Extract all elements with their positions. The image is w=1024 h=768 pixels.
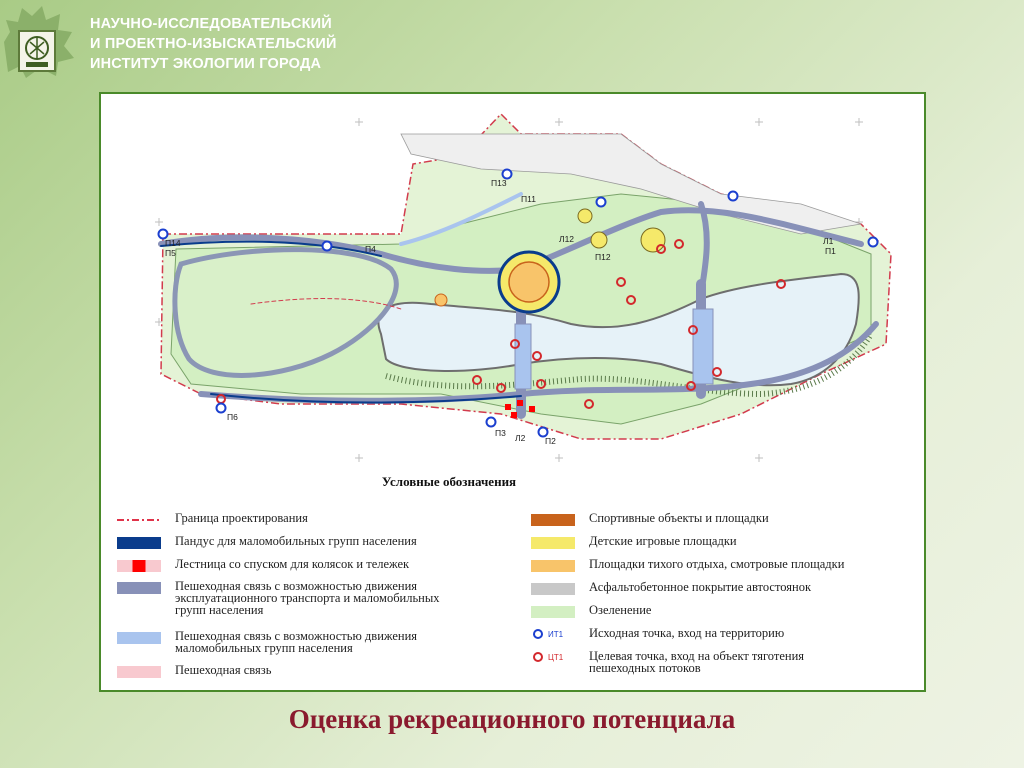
- legend-label: Целевая точка, вход на объект тяготения пешеходных потоков: [589, 649, 805, 675]
- legend-left-item: [117, 630, 417, 654]
- label-p14: П14: [165, 238, 181, 248]
- legend-swatch: [117, 582, 161, 594]
- legend-right-item: [531, 581, 811, 595]
- legend-right-item: [531, 535, 737, 549]
- legend-label: Пешеходная связь с возможностью движения маломобильных групп населения: [175, 629, 418, 655]
- legend-point-icon: [533, 629, 543, 639]
- label-p2: П2: [545, 436, 556, 446]
- legend-left-item: [117, 664, 271, 678]
- legend-right-item: [531, 650, 804, 674]
- legend-label: Пандус для маломобильных групп населения: [175, 534, 417, 548]
- legend-label: Детские игровые площадки: [589, 534, 737, 548]
- legend-point-tag: ИТ1: [548, 629, 564, 639]
- legend-swatch: [117, 519, 161, 521]
- label-p11: П11: [521, 194, 536, 204]
- legend-swatch: [117, 560, 161, 572]
- label-l1: Л1: [823, 236, 834, 246]
- legend-label: Исходная точка, вход на территорию: [589, 626, 785, 640]
- org-line-3: ИНСТИТУТ ЭКОЛОГИИ ГОРОДА: [90, 56, 322, 72]
- legend-swatch: [117, 537, 161, 549]
- legend-label: Площадки тихого отдыха, смотровые площадки: [589, 557, 845, 571]
- legend-swatch: [531, 650, 575, 664]
- legend-swatch: [531, 583, 575, 595]
- label-p6: П6: [227, 412, 238, 422]
- legend-swatch: [117, 632, 161, 644]
- legend-left-item: [117, 535, 417, 549]
- park-plan-map: [101, 94, 924, 466]
- legend-swatch: [531, 627, 575, 641]
- legend-label: Асфальтобетонное покрытие автостоянок: [589, 580, 812, 594]
- legend-label: Спортивные объекты и площадки: [589, 511, 769, 525]
- legend-left-item: [117, 558, 409, 572]
- legend-left-item: [117, 580, 440, 616]
- ramp-bridge-east: [693, 309, 713, 384]
- legend-swatch: [531, 560, 575, 572]
- organization-name: [90, 14, 337, 74]
- legend-left-item: [117, 512, 308, 524]
- legend-point-tag: ЦТ1: [548, 652, 564, 662]
- institute-emblem-icon: [20, 32, 54, 70]
- slide-title: Оценка рекреационного потенциала: [288, 704, 736, 734]
- legend-right-item: [531, 512, 769, 526]
- label-p1: П1: [825, 246, 836, 256]
- legend-point-icon: [533, 652, 543, 662]
- ramp-bridge-center: [515, 324, 531, 389]
- legend-right-item: [531, 604, 651, 618]
- label-l2: Л2: [515, 433, 526, 443]
- park-plan-figure: [99, 92, 926, 692]
- legend-swatch: [531, 537, 575, 549]
- label-p12: П12: [595, 252, 611, 262]
- label-p3: П3: [495, 428, 506, 438]
- label-p4: П4: [365, 244, 376, 254]
- institute-logo: [18, 30, 56, 72]
- legend-swatch: [117, 666, 161, 678]
- legend-swatch: [531, 514, 575, 526]
- label-l12: Л12: [559, 234, 575, 244]
- label-p5: П5: [165, 248, 176, 258]
- legend-label: Озеленение: [589, 603, 652, 617]
- org-line-2: И ПРОЕКТНО-ИЗЫСКАТЕЛЬСКИЙ: [90, 36, 337, 52]
- central-plaza-core: [509, 262, 549, 302]
- legend-right-item: [531, 558, 844, 572]
- org-line-1: НАУЧНО-ИССЛЕДОВАТЕЛЬСКИЙ: [90, 16, 332, 32]
- legend-label: Пешеходная связь: [175, 663, 272, 677]
- legend-label: Лестница со спуском для колясок и тележек: [175, 557, 410, 571]
- legend-right-item: [531, 627, 784, 641]
- legend-label: Граница проектирования: [175, 511, 308, 525]
- legend-title: Условные обозначения: [381, 474, 517, 489]
- header: [0, 0, 1024, 90]
- label-p13: П13: [491, 178, 507, 188]
- legend-label: Пешеходная связь с возможностью движения эксплуатационного транспорта и маломобильных групп населения: [175, 579, 440, 617]
- legend-swatch: [531, 606, 575, 618]
